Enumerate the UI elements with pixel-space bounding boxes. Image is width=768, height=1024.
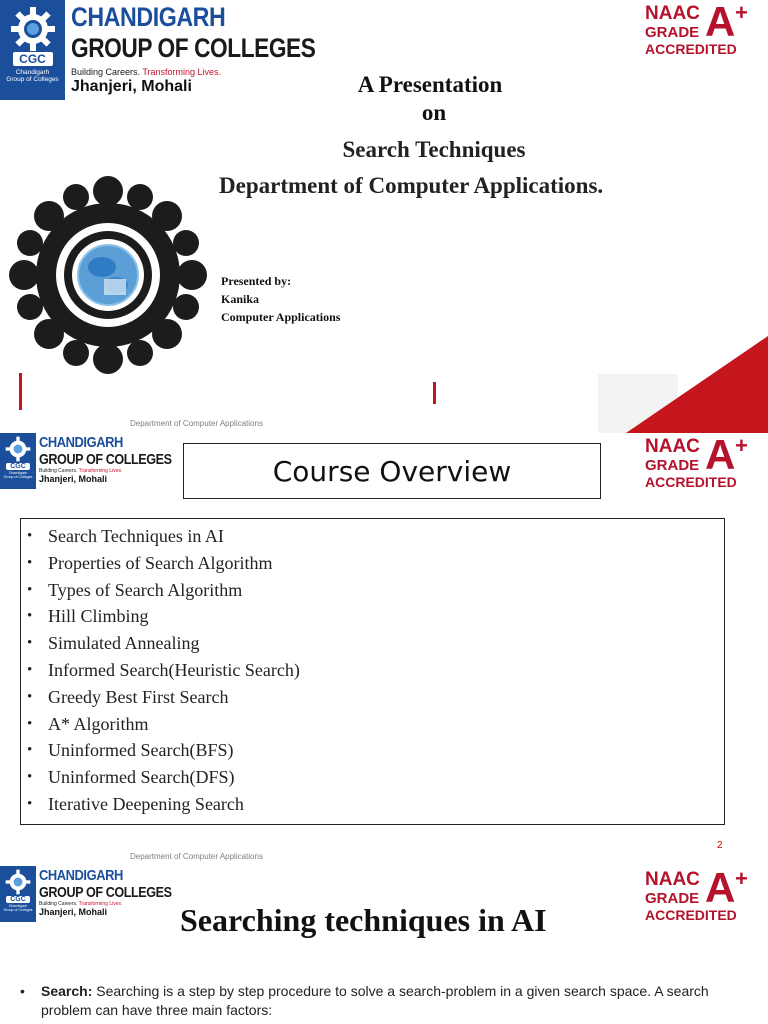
slide-1: [0, 0, 768, 433]
course-list-item: • Iterative Deepening Search: [27, 791, 724, 818]
presenter-dept: Computer Applications: [221, 310, 341, 324]
cgc-abbr: CGC: [13, 52, 53, 66]
bullet-icon: •: [27, 661, 33, 678]
red-bar-left: [19, 373, 22, 410]
bullet-icon: •: [27, 608, 33, 625]
cgc-wordmark: CHANDIGARH GROUP OF COLLEGES Building Careers. Transforming Lives. Jhanjeri, Mohali: [39, 434, 172, 484]
bullet-icon: •: [27, 688, 33, 705]
globe-gear-icon: [4, 175, 212, 375]
presentation-title: A Presentation: [357, 72, 503, 97]
presented-by-label: Presented by:: [221, 274, 292, 288]
corner-decoration: [598, 336, 768, 433]
cgc-emblem: [0, 433, 36, 489]
gear-icon: [8, 4, 58, 54]
course-list-item: • Greedy Best First Search: [27, 684, 724, 711]
presentation-on: on: [421, 100, 447, 125]
search-definition: [20, 982, 740, 1020]
cgc-logo-small: [0, 433, 197, 489]
cgc-logo-small: [0, 866, 197, 922]
bullet-icon: •: [27, 635, 33, 652]
gear-icon: [4, 868, 32, 896]
cgc-box-sub: Chandigarh Group of Colleges: [3, 471, 33, 479]
course-list-item: • A* Algorithm: [27, 711, 724, 738]
cgc-box-sub: Chandigarh Group of Colleges: [3, 904, 33, 912]
presenter-name: Kanika: [221, 292, 260, 306]
bullet-icon: •: [20, 983, 25, 999]
bullet-icon: •: [27, 715, 33, 732]
cgc-emblem: [0, 0, 65, 100]
cgc-wordmark: CHANDIGARH GROUP OF COLLEGES Building Careers. Transforming Lives. Jhanjeri, Mohali: [39, 867, 172, 917]
slide2-footer: Department of Computer Applications: [130, 852, 263, 861]
course-overview-title-box: [183, 443, 601, 499]
naac-badge: NAAC GRADE ACCREDITED A +: [645, 433, 748, 490]
course-list-item: • Properties of Search Algorithm: [27, 550, 724, 577]
cgc-location: Jhanjeri, Mohali: [71, 78, 192, 95]
slide-2: [0, 433, 768, 866]
gear-icon: [4, 435, 32, 463]
cgc-name-line1: CHANDIGARH: [71, 2, 226, 32]
search-text: Searching is a step by step procedure to solve a search-problem in a given search space. A search problem can have three main factors:: [41, 983, 709, 1018]
red-bar-mid: [433, 382, 436, 404]
presentation-topic: Search Techniques: [342, 137, 526, 162]
course-list-item: • Informed Search(Heuristic Search): [27, 657, 724, 684]
slide-3: [0, 866, 768, 1024]
bullet-icon: •: [27, 769, 33, 786]
naac-badge: NAAC GRADE ACCREDITED A +: [645, 866, 748, 923]
course-overview-heading: Course Overview: [272, 454, 512, 488]
department-title: Department of Computer Applications.: [219, 173, 604, 198]
course-list-item: • Uninformed Search(DFS): [27, 764, 724, 791]
cgc-abbr: CGC: [6, 896, 30, 903]
bullet-icon: •: [27, 742, 33, 759]
course-list-item: • Search Techniques in AI: [27, 523, 724, 550]
bullet-icon: •: [27, 554, 33, 571]
slide1-footer: Department of Computer Applications: [130, 419, 263, 428]
bullet-icon: •: [27, 528, 33, 544]
course-list-item: • Simulated Annealing: [27, 630, 724, 657]
cgc-name-line2: GROUP OF COLLEGES: [71, 33, 316, 63]
page-number: 2: [717, 840, 723, 851]
cgc-abbr: CGC: [6, 463, 30, 470]
course-list-item: • Uninformed Search(BFS): [27, 737, 724, 764]
presented-by-block: [221, 272, 340, 326]
bullet-icon: •: [27, 581, 33, 598]
course-list-item: • Types of Search Algorithm: [27, 577, 724, 604]
course-list-item: • Hill Climbing: [27, 603, 724, 630]
search-term: Search:: [41, 983, 93, 999]
cgc-box-sub: Chandigarh Group of Colleges: [6, 69, 59, 83]
bullet-icon: •: [27, 795, 33, 812]
cgc-tagline: Building Careers. Transforming Lives.: [71, 67, 222, 77]
course-list-box: [20, 518, 725, 825]
course-list: [21, 519, 724, 818]
slide3-heading: Searching techniques in AI: [180, 902, 547, 938]
cgc-emblem: [0, 866, 36, 922]
naac-badge: NAAC GRADE ACCREDITED A +: [645, 0, 748, 57]
